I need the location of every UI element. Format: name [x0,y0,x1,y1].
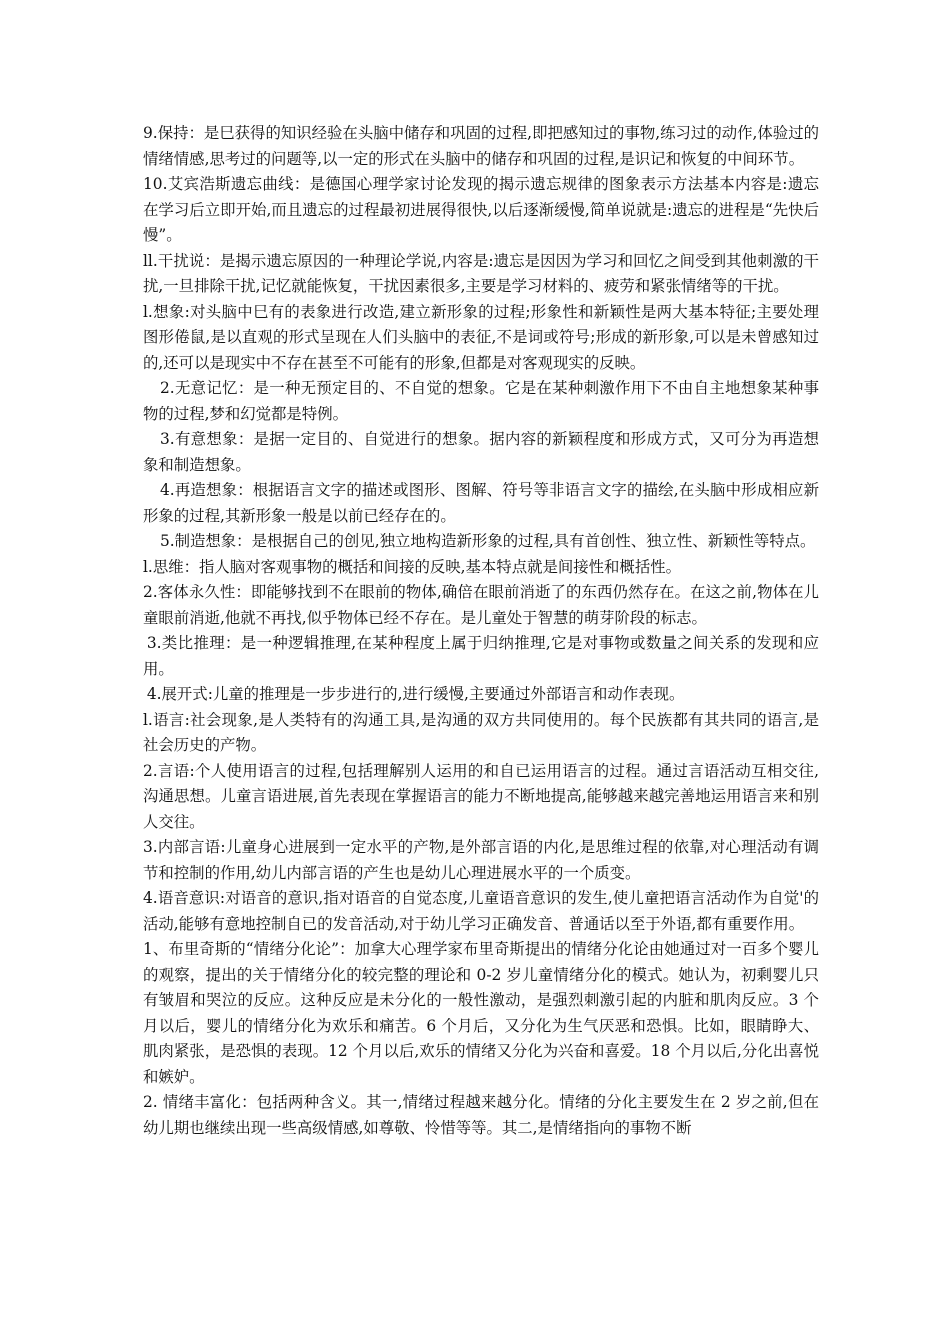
paragraph-imagination: l.想象:对头脑中巳有的表象进行改造,建立新形象的过程;形象性和新颖性是两大基本特征;主要处理图形倦鼠,是以直观的形式呈现在人们头脑中的表征,不是词或符号;形成的新形象,可以是未曾感知过的,还可以是现实中不存在甚至不可能有的形象,但都是对客观现实的反映。 [143,302,819,372]
paragraph-inner-speech: 3.内部言语:儿童身心进展到一定水平的产物,是外部言语的内化,是思维过程的依靠,对心理活动有调节和控制的作用,幼儿内部言语的产生也是幼儿心理进展水平的一个质变。 [143,838,819,882]
paragraph-retention: 9.保持：是巳获得的知识经验在头脑中储存和巩固的过程,即把感知过的事物,练习过的动作,体验过的情绪情感,思考过的问题等,以一定的形式在头脑中的储存和巩固的过程,是识记和恢复的中间环节。 [143,124,819,168]
paragraph-bridges-emotion-theory: 1、布里奇斯的“情绪分化论”：加拿大心理学家布里奇斯提出的情绪分化论由她通过对一百多个婴儿的观察，提出的关于情绪分化的较完整的理论和 0-2 岁儿童情绪分化的模式。她认为，初剩婴儿只有皱眉和哭泣的反应。这种反应是未分化的一般性激动，是强烈刺激引起的内脏和肌肉反应。3 个月以后，婴儿的情绪分化为欢乐和痛苦。6 个月后，又分化为生气厌恶和恐惧。比如，眼睛睁大、肌肉紧张，是恐惧的表现。12 个月以后,欢乐的情绪又分化为兴奋和喜爱。18 个月以后,分化出喜悦和嫉妒。 [143,940,819,1086]
paragraph-ebbinghaus-curve: 10.艾宾浩斯遗忘曲线：是德国心理学家讨论发现的揭示遗忘规律的图象表示方法基本内容是:遗忘在学习后立即开始,而且遗忘的过程最初进展得很快,以后逐渐缓慢,简单说就是:遗忘的进程是“先快后慢”。 [143,175,819,244]
paragraph-language: l.语言:社会现象,是人类特有的沟通工具,是沟通的双方共同使用的。每个民族都有其共同的语言,是社会历史的产物。 [143,710,819,754]
paragraph-emotion-enrichment: 2. 情绪丰富化：包括两种含义。其一,情绪过程越来越分化。情绪的分化主要发生在 2 岁之前,但在幼儿期也继续出现一些高级情感,如尊敬、怜惜等等。其二,是情绪指向的事物不断 [143,1093,819,1137]
paragraph-unfolding-reasoning: 4.展开式:儿童的推理是一步步进行的,进行缓慢,主要通过外部语言和动作表现。 [146,685,685,703]
document-page [143,121,819,1141]
paragraph-creative-imagination: 5.制造想象：是根据自己的创见,独立地构造新形象的过程,具有首创性、独立性、新颖性等特点。 [159,532,816,550]
paragraph-analogical-reasoning: 3.类比推理：是一种逻辑推理,在某种程度上属于归纳推理,它是对事物或数量之间关系的发现和应用。 [143,634,819,678]
paragraph-speech: 2.言语:个人使用语言的过程,包括理解别人运用的和自已运用语言的过程。通过言语活动互相交往,沟通思想。儿童言语进展,首先表现在掌握语言的能力不断地提高,能够越来越完善地运用语言来和别人交往。 [143,761,819,831]
paragraph-phonological-awareness: 4.语音意识:对语音的意识,指对语音的自觉态度,儿童语音意识的发生,使儿童把语言活动作为自觉'的活动,能够有意地控制自已的发音活动,对于幼儿学习正确发音、普通话以至于外语,都有重要作用。 [143,889,819,933]
paragraph-intentional-imagination: 3.有意想象：是据一定目的、自觉进行的想象。据内容的新颖程度和形成方式，又可分为再造想象和制造想象。 [143,430,819,474]
paragraph-thinking: l.思维：指人脑对客观事物的概括和间接的反映,基本特点就是间接性和概括性。 [143,557,681,576]
paragraph-unintentional-memory: 2.无意记忆：是一种无预定目的、不自觉的想象。它是在某种刺激作用下不由自主地想象某种事物的过程,梦和幻觉都是特例。 [143,379,819,423]
paragraph-object-permanence: 2.客体永久性：即能够找到不在眼前的物体,确倍在眼前消逝了的东西仍然存在。在这之前,物体在儿童眼前消逝,他就不再找,似乎物体已经不存在。是儿童处于智慧的萌芽阶段的标志。 [143,583,819,627]
paragraph-interference-theory: ll.干扰说：是揭示遗忘原因的一种理论学说,内容是:遗忘是因因为学习和回忆之间受到其他刺激的干扰,一旦排除干扰,记忆就能恢复，干扰因素很多,主要是学习材料的、疲劳和紧张情绪等的干扰。 [143,251,819,295]
paragraph-reproductive-imagination: 4.再造想象：根据语言文字的描述或图形、图解、符号等非语言文字的描绘,在头脑中形成相应新形象的过程,其新形象一般是以前已经存在的。 [143,481,819,525]
